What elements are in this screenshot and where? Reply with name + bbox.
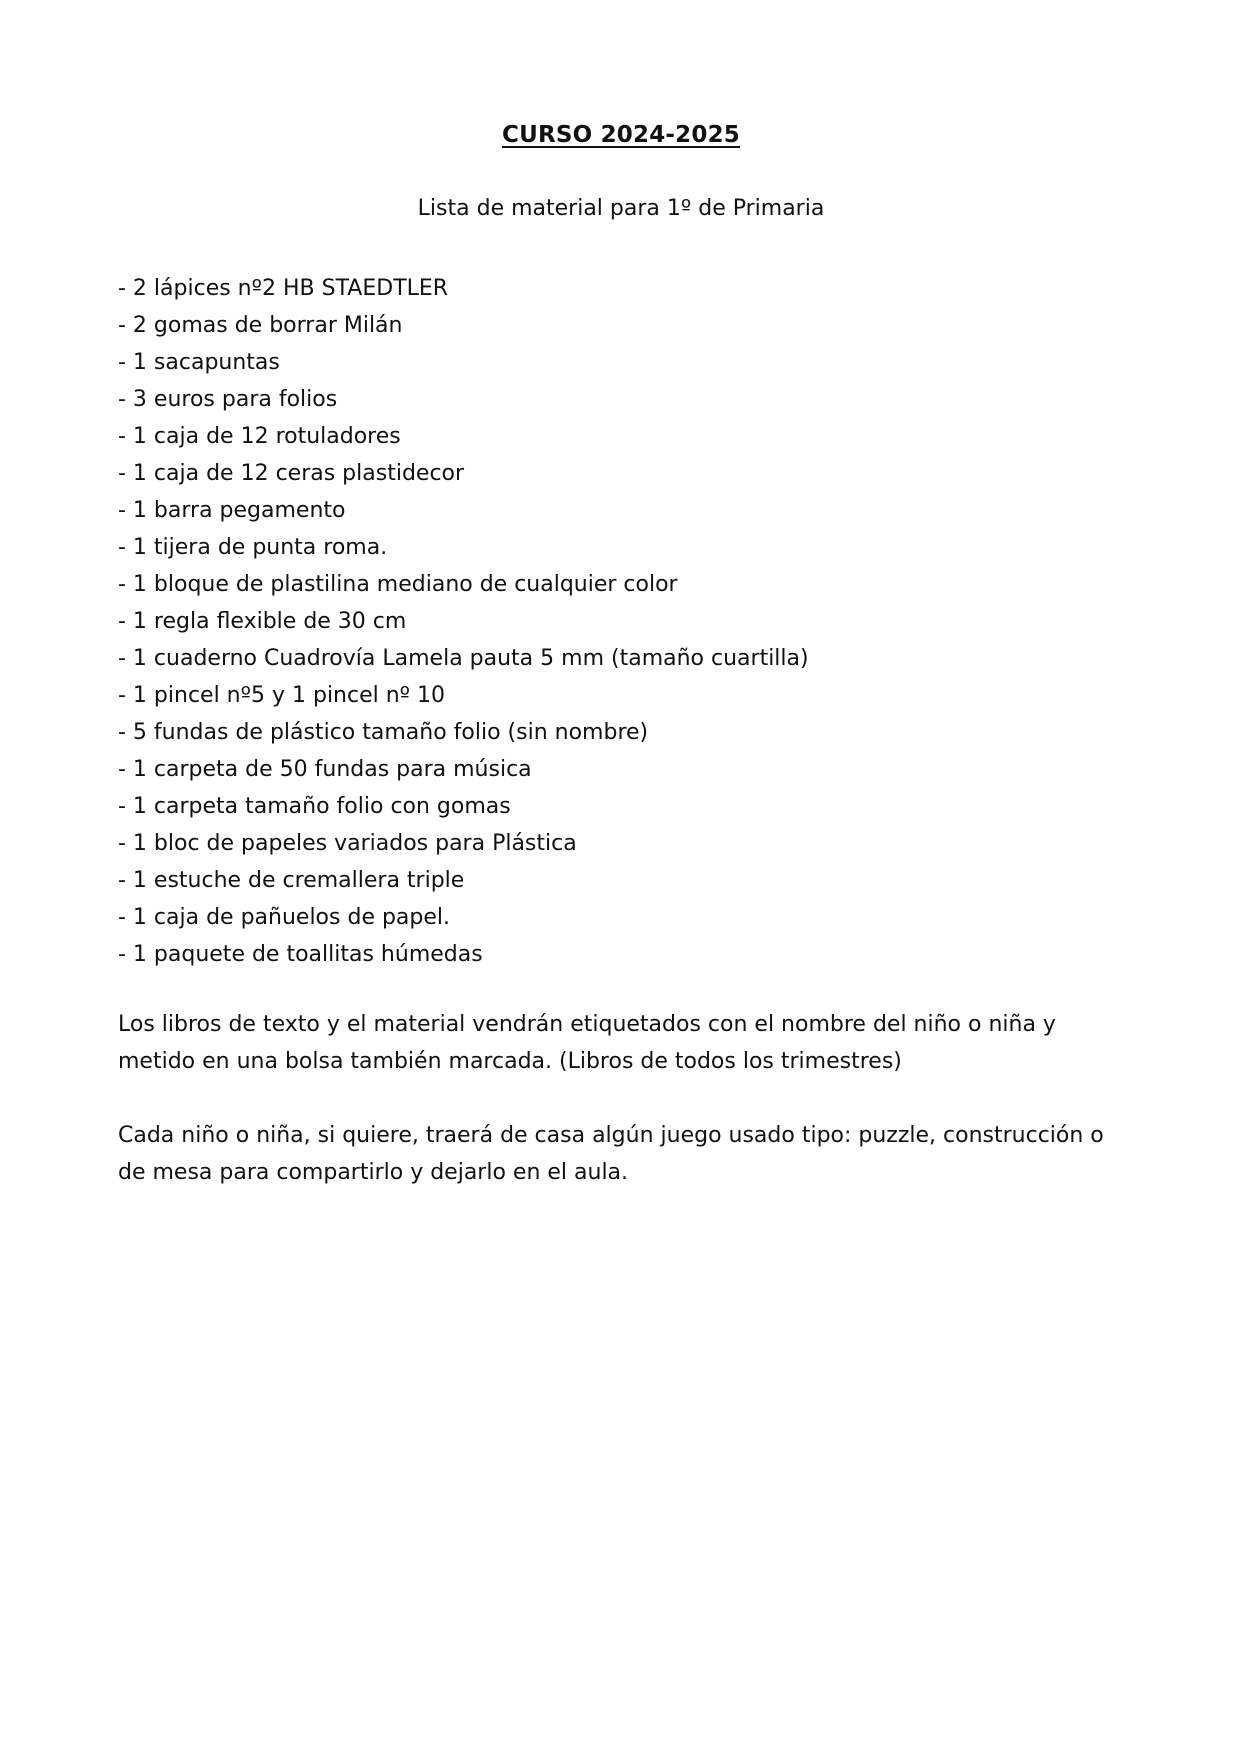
- list-item: - 1 carpeta tamaño folio con gomas: [118, 794, 511, 819]
- list-item: - 1 carpeta de 50 fundas para música: [118, 757, 532, 782]
- games-paragraph: Cada niño o niña, si quiere, traerá de casa algún juego usado tipo: puzzle, construcción o de mesa para compartirlo y dejarlo en el aula.: [118, 1123, 1104, 1185]
- list-item: - 1 estuche de cremallera triple: [118, 868, 465, 893]
- list-item: - 1 paquete de toallitas húmedas: [118, 942, 483, 967]
- list-item: - 5 fundas de plástico tamaño folio (sin nombre): [118, 720, 649, 745]
- document-subtitle: Lista de material para 1º de Primaria: [417, 196, 825, 221]
- list-item: - 2 lápices nº2 HB STAEDTLER: [118, 276, 449, 301]
- list-item: - 2 gomas de borrar Milán: [118, 313, 403, 338]
- list-item: - 1 tijera de punta roma.: [118, 535, 388, 560]
- list-item: - 1 caja de pañuelos de papel.: [118, 905, 451, 930]
- list-item: - 1 caja de 12 rotuladores: [118, 424, 401, 449]
- list-item: - 1 cuaderno Cuadrovía Lamela pauta 5 mm (tamaño cuartilla): [118, 646, 809, 671]
- list-item: - 1 caja de 12 ceras plastidecor: [118, 461, 465, 486]
- document-title: CURSO 2024-2025: [502, 122, 740, 148]
- list-item: - 1 regla flexible de 30 cm: [118, 609, 407, 634]
- list-item: - 1 bloque de plastilina mediano de cualquier color: [118, 572, 678, 597]
- textbooks-paragraph: Los libros de texto y el material vendrán etiquetados con el nombre del niño o niña y metido en una bolsa también marcada. (Libros de todos los trimestres): [118, 1012, 1056, 1074]
- list-item: - 1 sacapuntas: [118, 350, 280, 375]
- materials-list: [118, 270, 809, 973]
- list-item: - 1 barra pegamento: [118, 498, 346, 523]
- list-item: - 1 bloc de papeles variados para Plástica: [118, 831, 577, 856]
- list-item: - 3 euros para folios: [118, 387, 338, 412]
- list-item: - 1 pincel nº5 y 1 pincel nº 10: [118, 683, 446, 708]
